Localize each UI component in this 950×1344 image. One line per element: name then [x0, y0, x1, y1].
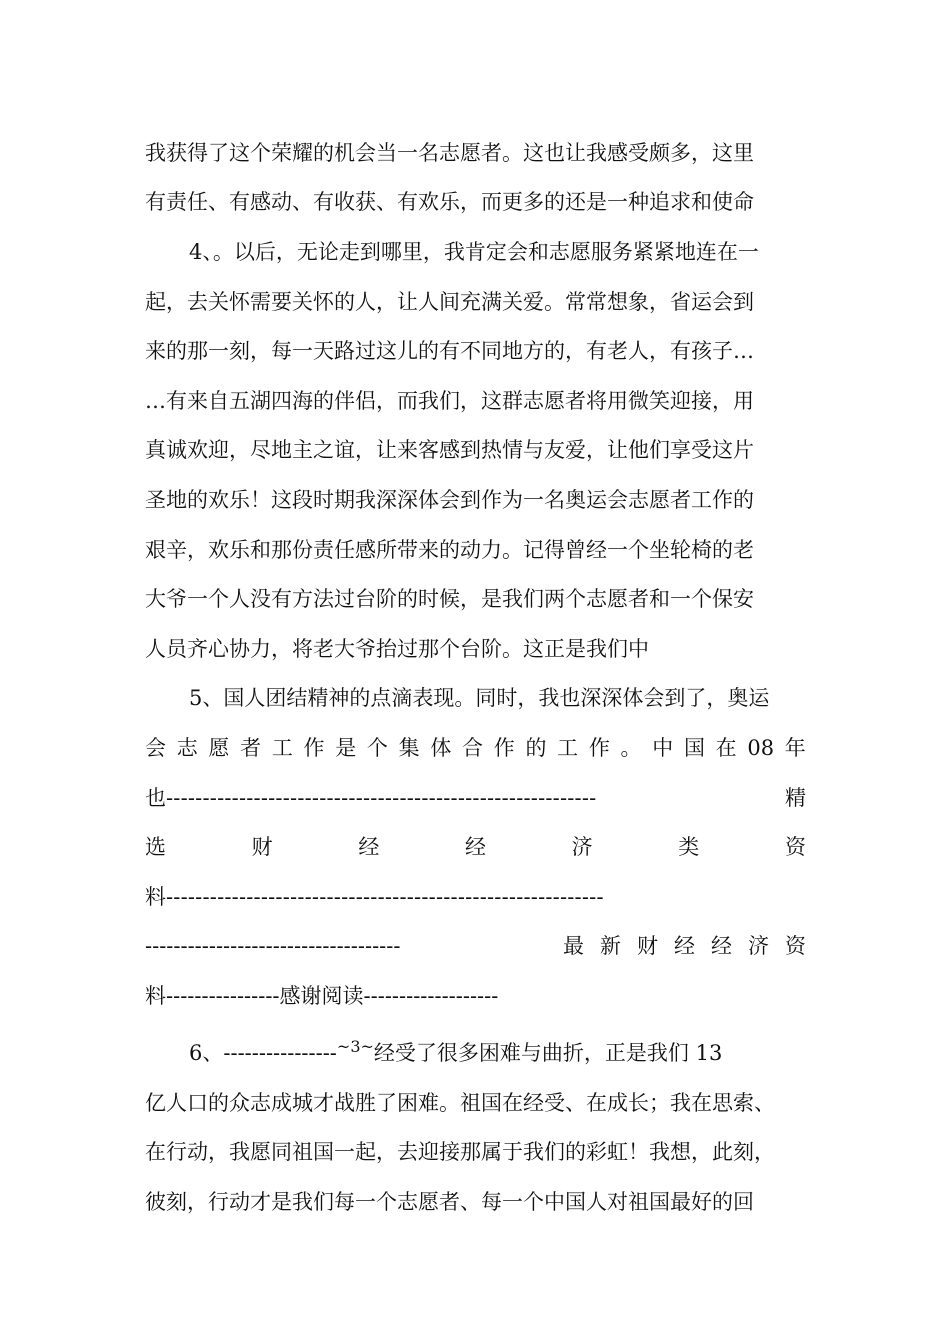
- word: 在: [715, 736, 737, 760]
- word: 作: [588, 736, 610, 760]
- word: 经: [358, 835, 380, 859]
- paragraph-5-start: 5、国人团结精神的点滴表现。同时，我也深深体会到了，奥运: [189, 686, 770, 710]
- word: 济: [748, 934, 769, 958]
- word: 财: [637, 934, 658, 958]
- word: 财: [251, 835, 273, 859]
- spaced-line-12: [145, 733, 806, 763]
- dash-rule: ------------------------------------: [145, 934, 401, 958]
- text-line: 亿人口的众志成城才战胜了困难。祖国在经受、在成长；我在思索、: [145, 1091, 775, 1115]
- dash-rule: ------------------------------------------------------------: [166, 885, 604, 909]
- text-line: 我获得了这个荣耀的机会当一名志愿者。这也让我感受颇多，这里: [145, 141, 754, 165]
- word: 08: [747, 736, 775, 760]
- word: 合: [462, 736, 484, 760]
- text-line: 艰辛，欢乐和那份责任感所带来的动力。记得曾经一个坐轮椅的老: [145, 538, 754, 562]
- text-line: 在行动，我愿同祖国一起，去迎接那属于我们的彩虹！我想，此刻，: [145, 1140, 775, 1164]
- page-marker: ~3~: [336, 1038, 374, 1056]
- word: 国: [683, 736, 705, 760]
- word: 中: [652, 736, 674, 760]
- word: 的: [525, 736, 547, 760]
- word: 。: [620, 736, 642, 760]
- dashed-line-16: [145, 931, 806, 961]
- word: 工: [557, 736, 579, 760]
- line-end: 精: [785, 786, 806, 810]
- word: 是: [335, 736, 357, 760]
- text-line: 真诚欢迎，尽地主之谊，让来客感到热情与友爱，让他们享受这片: [145, 438, 754, 462]
- word: 资: [785, 934, 806, 958]
- line-start: 也: [145, 786, 166, 810]
- word: 经: [674, 934, 695, 958]
- text-line: 来的那一刻，每一天路过这儿的有不同地方的，有老人，有孩子…: [145, 339, 754, 363]
- word: 愿: [208, 736, 230, 760]
- word: 作: [493, 736, 515, 760]
- text-line: 圣地的欢乐！这段时期我深深体会到作为一名奥运会志愿者工作的: [145, 488, 754, 512]
- word: 体: [430, 736, 452, 760]
- line-start: 料: [145, 885, 166, 909]
- word: 集: [398, 736, 420, 760]
- paragraph-6-start: [189, 1038, 806, 1068]
- word: 年: [784, 736, 806, 760]
- text-line: 人员齐心协力，将老大爷抬过那个台阶。这正是我们中: [145, 637, 649, 661]
- word: 济: [571, 835, 593, 859]
- dash-rule: -----------------------------------------------------------: [166, 786, 597, 810]
- word: 经: [711, 934, 732, 958]
- text-line: 起，去关怀需要关怀的人，让人间充满关爱。常常想象，省运会到: [145, 290, 754, 314]
- paragraph-number: 6、: [189, 1041, 224, 1065]
- word: 类: [678, 835, 700, 859]
- word: 会: [145, 736, 166, 760]
- word: 最: [563, 934, 584, 958]
- word: 工: [271, 736, 293, 760]
- word: 个: [366, 736, 388, 760]
- paragraph-text: 经受了很多困难与曲折，正是我们 13: [373, 1041, 723, 1065]
- word: 资: [784, 835, 806, 859]
- word: 志: [176, 736, 198, 760]
- word: 选: [145, 835, 166, 859]
- word: 者: [240, 736, 262, 760]
- spaced-words: [563, 931, 806, 961]
- text-line: …有来自五湖四海的伴侣，而我们，这群志愿者将用微笑迎接，用: [145, 389, 754, 413]
- text-line: 彼刻，行动才是我们每一个志愿者、每一个中国人对祖国最好的回: [145, 1190, 754, 1214]
- word: 作: [303, 736, 325, 760]
- spaced-line-14: [145, 832, 806, 862]
- text-line: 大爷一个人没有方法过台阶的时候，是我们两个志愿者和一个保安: [145, 587, 754, 611]
- dashed-line-15: [145, 882, 806, 912]
- paragraph-4-start: 4、。以后，无论走到哪里，我肯定会和志愿服务紧紧地连在一: [189, 240, 759, 264]
- word: 经: [464, 835, 486, 859]
- text-line: 有责任、有感动、有收获、有欢乐，而更多的还是一种追求和使命: [145, 190, 754, 214]
- dashed-line-13: [145, 783, 806, 813]
- dash-rule: ----------------: [223, 1041, 337, 1065]
- thanks-line: 料----------------感谢阅读-------------------: [145, 984, 499, 1008]
- word: 新: [600, 934, 621, 958]
